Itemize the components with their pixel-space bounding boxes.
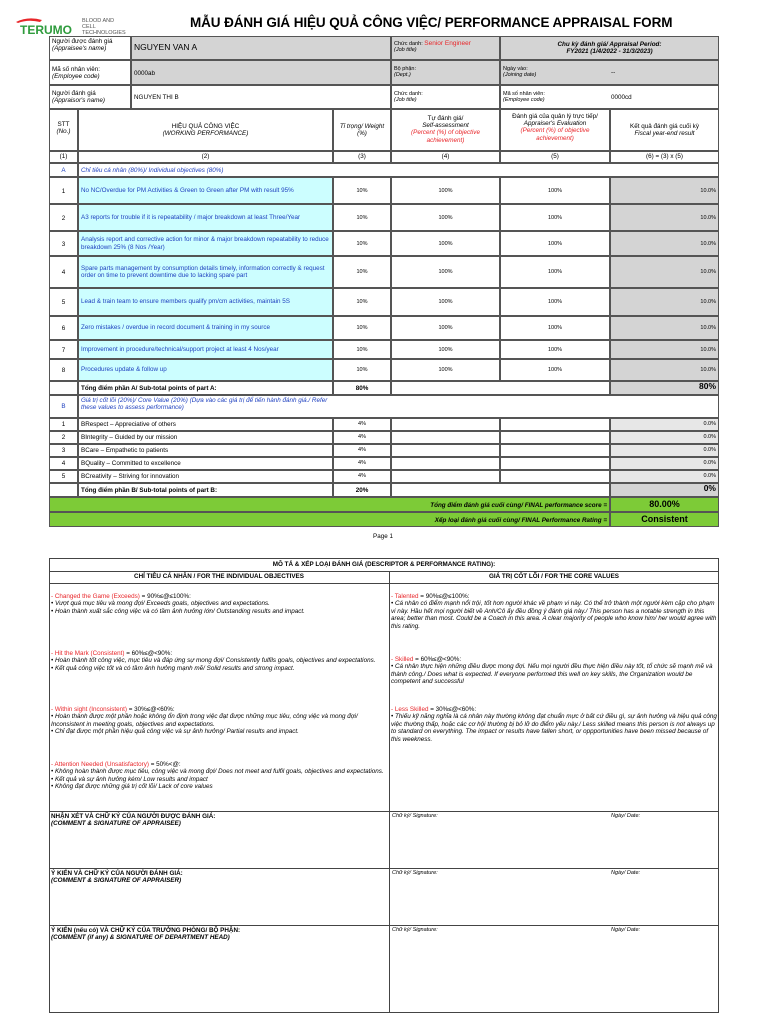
descriptor-line: • Hoàn thành được một phần hoặc không ổn định trong việc đạt được những mục tiêu, công việc và mong đợi/ Inconsistent in meeting goals, objectives and expectations. — [51, 713, 358, 728]
core-value-mgr[interactable] — [500, 444, 610, 457]
logo-tagline-2: TECHNOLOGIES — [82, 29, 126, 36]
objective-mgr[interactable]: 100% — [500, 177, 610, 204]
objective-no: 7 — [49, 340, 78, 359]
page-number: Page 1 — [373, 533, 393, 540]
objective-result: 10.0% — [610, 316, 719, 340]
descriptor-item — [391, 656, 717, 686]
dept-label: Bộ phận: — [394, 66, 417, 72]
objective-text-label: Zero mistakes / overdue in record document & training in my source — [81, 324, 270, 332]
core-value-self[interactable] — [391, 418, 500, 431]
objective-text[interactable] — [78, 359, 333, 381]
objective-result: 10.0% — [610, 340, 719, 359]
descriptor-item — [391, 706, 717, 743]
col-stt — [49, 109, 78, 151]
emp-code-label-en: (Employee code) — [52, 73, 100, 81]
objective-text[interactable] — [78, 231, 333, 256]
objective-mgr[interactable]: 100% — [500, 359, 610, 381]
emp-code-value-cell[interactable] — [131, 60, 391, 85]
section-a-title: Chỉ tiêu cá nhân (80%)/ Individual objectives (80%) — [78, 163, 719, 177]
idx-4: (4) — [391, 151, 500, 163]
job-title-label: Chức danh: — [394, 41, 423, 47]
col-weight — [333, 109, 391, 151]
job-title2-label: Chức danh: — [394, 91, 423, 97]
idx-2: (2) — [78, 151, 333, 163]
emp-code2-cell[interactable] — [500, 85, 719, 109]
appraisee-label-en: (Appraisee's name) — [52, 45, 107, 53]
emp-code-label: Mã số nhân viên: — [52, 66, 100, 73]
objective-no: 8 — [49, 359, 78, 381]
objective-mgr[interactable]: 100% — [500, 256, 610, 288]
core-value-text: BCare – Empathetic to patients — [78, 444, 333, 457]
col-result-label: Kết quả đánh giá cuối kỳ — [630, 123, 699, 130]
descriptor-right-head: GIÁ TRỊ CỐT LÕI / FOR THE CORE VALUES — [488, 573, 620, 580]
final-rating-label-cell — [49, 512, 610, 527]
objective-self[interactable]: 100% — [391, 359, 500, 381]
objective-result: 10.0% — [610, 256, 719, 288]
descriptor-item — [51, 593, 387, 615]
dept-label-en: (Dept.) — [394, 72, 411, 79]
descriptor-name: - Hit the Mark (Consistent) — [51, 650, 125, 657]
subtotal-a-label: Tổng điểm phần A/ Sub-total points of part A: — [78, 381, 333, 395]
core-value-result: 0.0% — [610, 431, 719, 444]
descriptor-name: - Changed the Game (Exceeds) — [51, 593, 140, 600]
descriptor-range: = 30%≤@<60%: — [126, 706, 175, 713]
appraisee-label-cell — [49, 36, 131, 60]
descriptor-item — [51, 650, 387, 672]
descriptor-title: MÔ TẢ & XẾP LOẠI ĐÁNH GIÁ (DESCRIPTOR & PERFORMANCE RATING): — [272, 561, 496, 568]
job-title2-label-en: (Job title) — [394, 97, 417, 104]
objective-text-label: Improvement in procedure/technical/support project at least 4 Nos/year — [81, 345, 279, 353]
objective-weight[interactable]: 10% — [333, 231, 391, 256]
col-self — [391, 109, 500, 151]
descriptor-item — [51, 706, 387, 736]
objective-self[interactable]: 100% — [391, 204, 500, 231]
period-cell — [500, 36, 719, 60]
descriptor-line: • Không hoàn thành được mục tiêu, công việc và mong đợi/ Does not meet and fulfil goals, objectives and expectations. — [51, 768, 384, 776]
descriptor-range: = 30%≤@<60%: — [428, 706, 477, 713]
descriptor-line: • Kết quả công việc tốt và có tầm ảnh hưởng mạnh mẽ/ Solid results and strong impact. — [51, 664, 295, 672]
descriptor-item — [391, 593, 717, 630]
col-stt-label-en: (No.) — [56, 128, 71, 136]
subtotal-a-blank — [49, 381, 78, 395]
objective-mgr[interactable]: 100% — [500, 316, 610, 340]
core-value-no: 1 — [49, 418, 78, 431]
final-score-label: Tổng điểm đánh giá cuối cùng/ FINAL performance score = — [430, 502, 607, 509]
col-self-label: Tự đánh giá/ — [427, 115, 464, 122]
descriptor-range: = 60%≤@<90%: — [413, 656, 462, 663]
objective-self[interactable]: 100% — [391, 316, 500, 340]
emp-code-value: 0000ab — [134, 70, 156, 77]
signature-label: Chữ ký/ Signature: — [392, 870, 438, 876]
appraisee-name: NGUYEN VAN A — [134, 42, 198, 52]
objective-no: 6 — [49, 316, 78, 340]
joining-value: -- — [611, 69, 616, 76]
col-self-label-en: Self-assessment — [422, 122, 469, 130]
core-value-result: 0.0% — [610, 457, 719, 470]
core-value-result: 0.0% — [610, 418, 719, 431]
core-value-no: 3 — [49, 444, 78, 457]
descriptor-name: - Skilled — [391, 656, 414, 663]
final-rating-label: Xếp loại đánh giá cuối cùng/ FINAL Performance Rating = — [434, 517, 607, 524]
core-value-self[interactable] — [391, 457, 500, 470]
core-value-mgr[interactable] — [500, 418, 610, 431]
core-value-weight[interactable]: 4% — [333, 418, 391, 431]
objective-mgr[interactable]: 100% — [500, 340, 610, 359]
objective-text-label: A3 reports for trouble if it is repeatability / major breakdown at least Three/Year — [81, 213, 301, 221]
objective-no: 5 — [49, 288, 78, 316]
terumo-logo — [14, 14, 124, 38]
core-value-text: BRespect – Appreciative of others — [78, 418, 333, 431]
date-label: Ngày/ Date: — [611, 927, 641, 933]
comment-title: Ý KIẾN VÀ CHỮ KÝ CỦA NGƯỜI ĐÁNH GIÁ: — [51, 870, 183, 877]
objective-self[interactable]: 100% — [391, 256, 500, 288]
col-weight-label: Tỉ trọng/ Weight (%) — [339, 123, 385, 138]
section-b-label: B — [49, 395, 78, 418]
final-score-label-cell — [49, 497, 610, 512]
core-value-text: BQuality – Committed to excellence — [78, 457, 333, 470]
objective-self[interactable]: 100% — [391, 231, 500, 256]
final-score-value: 80.00% — [610, 497, 719, 512]
col-self-note: (Percent (%) of objective achievement) — [411, 129, 480, 144]
comment-title: NHẬN XÉT VÀ CHỮ KÝ CỦA NGƯỜI ĐƯỢC ĐÁNH GIÁ: — [51, 813, 216, 820]
descriptor-line: • Hoàn thành xuất sắc công việc và có tầm ảnh hưởng lớn/ Outstanding results and impact. — [51, 607, 305, 615]
emp-code2-label: Mã số nhân viên: — [503, 91, 545, 97]
objective-self[interactable]: 100% — [391, 288, 500, 316]
objective-no: 4 — [49, 256, 78, 288]
objective-weight[interactable]: 10% — [333, 359, 391, 381]
descriptor-line: • Hoàn thành tốt công việc, mục tiêu và đáp ứng sự mong đợi/ Consistently fulfils goals, objectives and expectations. — [51, 657, 376, 665]
signature-label: Chữ ký/ Signature: — [392, 813, 438, 819]
descriptor-range: = 60%≤@<90%: — [124, 650, 173, 657]
objective-mgr[interactable]: 100% — [500, 288, 610, 316]
signature-label: Chữ ký/ Signature: — [392, 927, 438, 933]
objective-text[interactable] — [78, 204, 333, 231]
objective-weight[interactable]: 10% — [333, 340, 391, 359]
section-b-title: Giá trị cốt lõi (20%)/ Core Value (20%) (Dựa vào các giá trị để tiến hành đánh giá./ Refer these values to assess performance) — [78, 395, 719, 418]
form-title: MẪU ĐÁNH GIÁ HIỆU QUẢ CÔNG VIỆC/ PERFORMANCE APPRAISAL FORM — [190, 15, 673, 30]
core-value-mgr[interactable] — [500, 431, 610, 444]
joining-cell[interactable] — [500, 60, 719, 85]
objective-weight[interactable]: 10% — [333, 204, 391, 231]
col-manager — [500, 109, 610, 151]
dept-cell[interactable] — [391, 60, 500, 85]
core-value-self[interactable] — [391, 431, 500, 444]
col-performance-label-en: (WORKING PERFORMANCE) — [162, 130, 249, 138]
descriptor-heading — [51, 593, 387, 600]
objective-weight[interactable]: 10% — [333, 316, 391, 340]
objective-self[interactable]: 100% — [391, 177, 500, 204]
job-title-label-en: (Job title) — [394, 47, 417, 54]
col-manager-label: Đánh giá của quản lý trực tiếp/ — [512, 113, 598, 120]
descriptor-left-head: CHỈ TIÊU CÁ NHÂN / FOR THE INDIVIDUAL OBJECTIVES — [134, 573, 304, 580]
job-title-value: Senior Engineer — [424, 40, 471, 47]
objective-weight[interactable]: 10% — [333, 288, 391, 316]
descriptor-range: = 50%<@: — [149, 761, 181, 768]
idx-6: (6) = (3) x (5) — [610, 151, 719, 163]
col-manager-note: (Percent (%) of objective achievement) — [520, 127, 590, 142]
col-stt-label: STT — [57, 121, 70, 128]
objective-result: 10.0% — [610, 177, 719, 204]
subtotal-a-result: 80% — [610, 381, 719, 395]
objective-text[interactable] — [78, 256, 333, 288]
objective-text-label: Analysis report and corrective action for minor & major breakdown repeatability to reduce breakdown 25% (8 Nos /Year) — [81, 236, 329, 251]
descriptor-line: • Không đạt được những giá trị cốt lõi/ Lack of core values — [51, 783, 213, 791]
appraisor-label: Người đánh giá — [52, 90, 96, 97]
idx-3: (3) — [333, 151, 391, 163]
objective-text-label: Spare parts management by consumption details timely, information correctly & request order on time to prevent downtime due to lacking spare part — [81, 264, 325, 279]
core-value-self[interactable] — [391, 470, 500, 483]
core-value-self[interactable] — [391, 444, 500, 457]
descriptor-line: • Vượt quá mục tiêu và mong đợi/ Exceeds goals, objectives and expectations. — [51, 600, 270, 608]
objective-result: 10.0% — [610, 359, 719, 381]
objective-weight[interactable]: 10% — [333, 177, 391, 204]
descriptor-name: - Within sight (Inconsistent) — [51, 706, 127, 713]
comment-title: Ý KIẾN (nếu có) VÀ CHỮ KÝ CỦA TRƯỞNG PHÒNG/ BỘ PHẬN: — [51, 927, 241, 934]
subtotal-b-label: Tổng điểm phần B/ Sub-total points of part B: — [78, 483, 333, 497]
objective-no: 2 — [49, 204, 78, 231]
objective-text[interactable] — [78, 288, 333, 316]
final-rating-value: Consistent — [610, 512, 719, 527]
emp-code2-value: 0000cd — [611, 94, 632, 101]
descriptor-item — [51, 761, 387, 791]
descriptor-line: • Cá nhân có điểm mạnh nổi trội, tốt hơn người khác về phạm vi này. Có thể trở thành một người kèm cặp cho phạm vi này. Hầu hết mọi người biết về Anh/Cô ấy đều đồng ý đánh giá này./ This person has a notable strength in this area; better than most. Could be a Coach in this area. A clear majority of people who know him/ her would agree with this rating. — [391, 600, 717, 630]
appraisee-name-cell[interactable] — [131, 36, 391, 60]
objective-text[interactable] — [78, 340, 333, 359]
core-value-no: 4 — [49, 457, 78, 470]
job-title2-cell[interactable] — [391, 85, 500, 109]
descriptor-line: • Kết quả và sự ảnh hưởng kém/ Low results and impact — [51, 775, 208, 783]
core-value-weight[interactable]: 4% — [333, 431, 391, 444]
emp-code2-label-en: (Employee code) — [503, 97, 545, 104]
col-performance — [78, 109, 333, 151]
objective-result: 10.0% — [610, 288, 719, 316]
svg-text:TERUMO: TERUMO — [20, 23, 72, 37]
core-value-no: 2 — [49, 431, 78, 444]
objective-self[interactable]: 100% — [391, 340, 500, 359]
appraisor-label-cell — [49, 85, 131, 109]
date-label: Ngày/ Date: — [611, 813, 641, 819]
period-value: FY2021 (1/4/2022 - 31/3/2023) — [566, 48, 653, 56]
col-result-label-en: Fiscal year-end result — [634, 130, 695, 138]
descriptor-range: = 90%≤@≤100%: — [139, 593, 191, 600]
core-value-text: BIntegrity – Guided by our mission — [78, 431, 333, 444]
core-value-mgr[interactable] — [500, 457, 610, 470]
descriptor-name: - Attention Needed (Unsatisfactory) — [51, 761, 149, 768]
core-value-mgr[interactable] — [500, 470, 610, 483]
objective-result: 10.0% — [610, 204, 719, 231]
col-result — [610, 109, 719, 151]
core-value-no: 5 — [49, 470, 78, 483]
core-value-weight[interactable]: 4% — [333, 457, 391, 470]
joining-label-en: (Joining date) — [503, 72, 537, 79]
descriptor-line: • Cá nhân thực hiện những điều được mong đợi. Nếu mọi người đều thực hiện điều này tốt, tổ chức sẽ mạnh mẽ và thành công./ Does what is expected. If everyone performed this well on key skills, the Organization would be competent and successful — [391, 663, 713, 686]
subtotal-a-weight: 80% — [333, 381, 391, 395]
appraisor-name-cell[interactable] — [131, 85, 391, 109]
descriptor-name: - Talented — [391, 593, 419, 600]
period-label: Chu kỳ đánh giá/ Appraisal Period: — [557, 41, 662, 48]
section-a-label: A — [49, 163, 78, 177]
descriptor-name: - Less Skilled — [391, 706, 429, 713]
descriptor-heading — [51, 761, 387, 768]
core-value-result: 0.0% — [610, 444, 719, 457]
logo-tagline-1: BLOOD AND CELL — [82, 18, 115, 30]
objective-text-label: Procedures update & follow up — [81, 366, 167, 374]
core-value-result: 0.0% — [610, 470, 719, 483]
comment-title-en: (COMMENT (if any) & SIGNATURE OF DEPARTMENT HEAD) — [51, 934, 230, 941]
objective-mgr[interactable]: 100% — [500, 231, 610, 256]
objective-result: 10.0% — [610, 231, 719, 256]
idx-5: (5) — [500, 151, 610, 163]
comment-title-en: (COMMENT & SIGNATURE OF APPRAISEE) — [51, 820, 181, 827]
objective-mgr[interactable]: 100% — [500, 204, 610, 231]
subtotal-b-empty — [391, 483, 610, 497]
idx-1: (1) — [49, 151, 78, 163]
objective-text[interactable] — [78, 316, 333, 340]
objective-text[interactable] — [78, 177, 333, 204]
descriptor-line: • Thiếu kỹ năng nghĩa là cá nhân này thường không đạt chuẩn mực ở bất cứ điều gì, sự ảnh hưởng và hiệu quả công việc thường thấp, hoặc các cơ hội thường bị bỏ lỡ do điểm yếu này./ Less skilled means this person is not always up to standard on everything. The impact or results have fallen short, or oppportunities have been missed because of this weekness. — [391, 713, 717, 743]
col-manager-label-en: Appraiser's Evaluation — [523, 120, 587, 128]
appraisor-label-en: (Appraisor's name) — [52, 97, 105, 105]
subtotal-b-result: 0% — [610, 483, 719, 497]
col-performance-label: HIỆU QUẢ CÔNG VIỆC — [171, 123, 240, 130]
emp-code-label-cell — [49, 60, 131, 85]
comment-title-en: (COMMENT & SIGNATURE OF APPRAISER) — [51, 877, 182, 884]
descriptor-line: • Chỉ đạt được một phần hiệu quả công việc và sự ảnh hưởng/ Partial results and impact. — [51, 728, 299, 736]
core-value-weight[interactable]: 4% — [333, 470, 391, 483]
objective-no: 3 — [49, 231, 78, 256]
appraisee-label: Người được đánh giá — [52, 38, 113, 45]
descriptor-range: = 90%≤@≤100%: — [418, 593, 470, 600]
objective-no: 1 — [49, 177, 78, 204]
subtotal-b-weight: 20% — [333, 483, 391, 497]
appraisor-name: NGUYEN THI B — [134, 94, 179, 101]
subtotal-b-blank — [49, 483, 78, 497]
date-label: Ngày/ Date: — [611, 870, 641, 876]
joining-label: Ngày vào: — [503, 66, 528, 72]
core-value-text: BCreativity – Striving for innovation — [78, 470, 333, 483]
core-value-weight[interactable]: 4% — [333, 444, 391, 457]
objective-text-label: Lead & train team to ensure members qualify pm/cm activities, maintain 5S — [81, 298, 290, 306]
job-title-cell[interactable] — [391, 36, 500, 60]
objective-text-label: No NC/Overdue for PM Activities & Green to Green after PM with result 95% — [81, 186, 294, 194]
subtotal-a-empty — [391, 381, 610, 395]
objective-weight[interactable]: 10% — [333, 256, 391, 288]
